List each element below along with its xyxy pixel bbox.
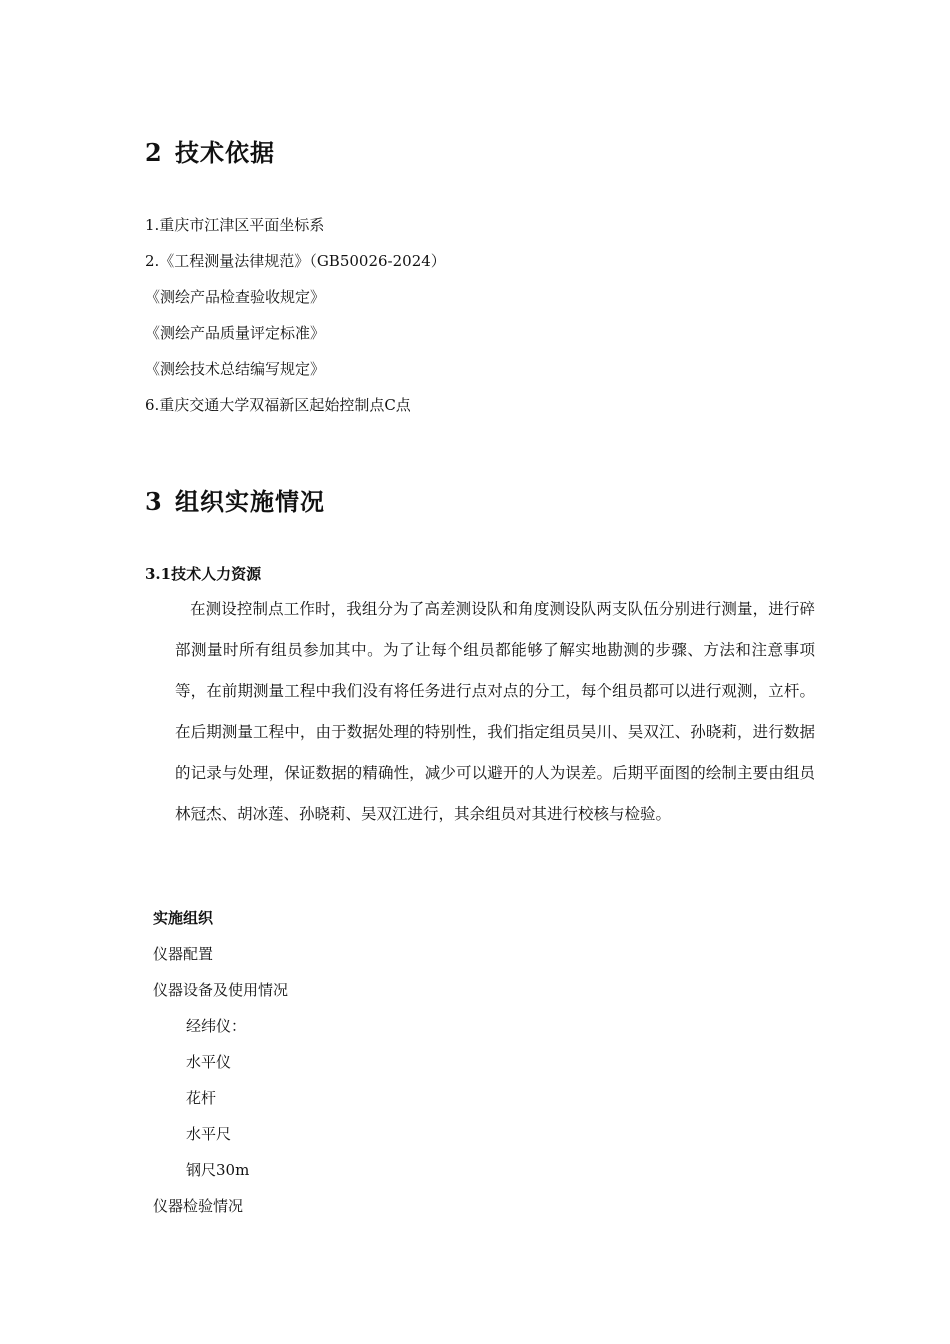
equipment-item: 经纬仪：	[186, 1017, 247, 1035]
equipment-item: 水平仪	[186, 1053, 232, 1071]
reference-item: 《测绘产品检查验收规定》	[145, 288, 326, 306]
section-title: 技术依据	[175, 138, 275, 167]
section-number: 3	[145, 487, 163, 516]
reference-item: 《测绘技术总结编写规定》	[145, 360, 326, 378]
impl-org-heading: 实施组织	[153, 909, 214, 927]
subsection-heading: 3.1技术人力资源	[145, 565, 262, 583]
section-2-heading	[145, 133, 275, 168]
reference-item: 6.重庆交通大学双福新区起始控制点C点	[145, 396, 411, 414]
section-title: 组织实施情况	[175, 487, 325, 516]
equipment-item: 花杆	[186, 1089, 217, 1107]
section-number: 2	[145, 138, 163, 167]
section-3-heading	[145, 482, 325, 517]
reference-item: 1.重庆市江津区平面坐标系	[145, 216, 325, 234]
inspection-label: 仪器检验情况	[153, 1197, 244, 1215]
equipment-item: 钢尺30m	[186, 1161, 250, 1179]
body-paragraph: 在测设控制点工作时，我组分为了高差测设队和角度测设队两支队伍分别进行测量，进行碎部测量时所有组员参加其中。为了让每个组员都能够了解实地勘测的步骤、方法和注意事项等，在前期测量工程中我们没有将任务进行点对点的分工，每个组员都可以进行观测，立杆。在后期测量工程中，由于数据处理的特别性，我们指定组员吴川、吴双江、孙晓莉，进行数据的记录与处理，保证数据的精确性，减少可以避开的人为误差。后期平面图的绘制主要由组员林冠杰、胡冰莲、孙晓莉、吴双江进行，其余组员对其进行校核与检验。	[175, 600, 815, 823]
equipment-heading: 仪器设备及使用情况	[153, 981, 289, 999]
equipment-item: 水平尺	[186, 1125, 232, 1143]
reference-item: 2.《工程测量法律规范》（GB50026-2024）	[145, 252, 446, 270]
reference-item: 《测绘产品质量评定标准》	[145, 324, 326, 342]
instrument-config-label: 仪器配置	[153, 945, 214, 963]
